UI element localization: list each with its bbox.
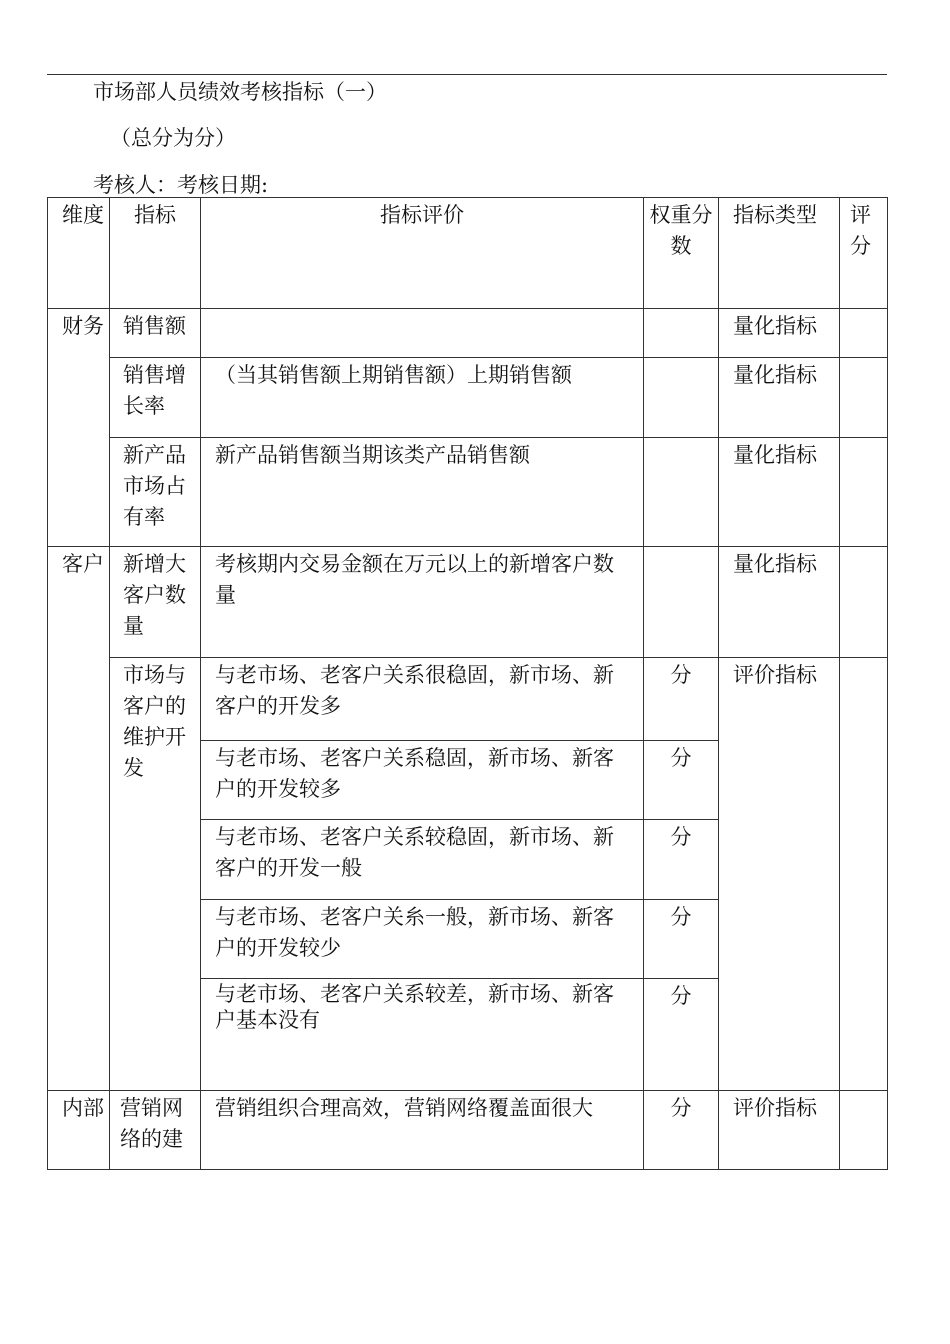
table-row bbox=[48, 438, 888, 547]
doc-subtitle: （总分为分） bbox=[110, 126, 236, 150]
weight-cell: 分 bbox=[644, 820, 719, 900]
type-cell: 量化指标 bbox=[719, 438, 840, 547]
header-dimension: 维度 bbox=[48, 198, 110, 309]
weight-cell bbox=[644, 547, 719, 658]
table-header-row bbox=[48, 198, 888, 309]
dimension-customer: 客户 bbox=[48, 547, 110, 1091]
weight-cell bbox=[644, 438, 719, 547]
header-type: 指标类型 bbox=[719, 198, 840, 309]
evaluation-cell: 与老市场、老客户关系较差，新市场、新客户基本没有 bbox=[201, 979, 644, 1091]
weight-cell: 分 bbox=[644, 900, 719, 979]
type-cell: 量化指标 bbox=[719, 358, 840, 438]
type-cell: 评价指标 bbox=[719, 1091, 840, 1170]
indicator-cell: 新增大客户数量 bbox=[110, 547, 201, 658]
evaluation-cell: 与老市场、老客户关系较稳固，新市场、新客户的开发一般 bbox=[201, 820, 644, 900]
dimension-internal: 内部 bbox=[48, 1091, 110, 1170]
doc-meta-line: 考核人：考核日期: bbox=[93, 173, 269, 197]
type-cell: 评价指标 bbox=[719, 658, 840, 1091]
score-cell[interactable] bbox=[840, 358, 888, 438]
type-cell: 量化指标 bbox=[719, 547, 840, 658]
doc-title: 市场部人员绩效考核指标（一） bbox=[93, 80, 387, 104]
weight-cell bbox=[644, 309, 719, 358]
score-cell[interactable] bbox=[840, 1091, 888, 1170]
indicator-cell: 销售增长率 bbox=[110, 358, 201, 438]
indicator-maintenance: 市场与客户的维护开发 bbox=[110, 658, 201, 1091]
kpi-table bbox=[47, 197, 888, 1170]
header-evaluation: 指标评价 bbox=[201, 198, 644, 309]
evaluation-cell: 与老市场、老客户关糸一般，新市场、新客户的开发较少 bbox=[201, 900, 644, 979]
weight-cell bbox=[644, 358, 719, 438]
evaluation-cell: 考核期内交易金额在万元以上的新增客户数量 bbox=[201, 547, 644, 658]
table-row bbox=[48, 658, 888, 741]
table-row bbox=[48, 358, 888, 438]
evaluation-cell: 新产品销售额当期该类产品销售额 bbox=[201, 438, 644, 547]
header-rule bbox=[47, 74, 887, 75]
indicator-cell: 营销网络的建 bbox=[110, 1091, 201, 1170]
score-cell[interactable] bbox=[840, 438, 888, 547]
weight-cell: 分 bbox=[644, 979, 719, 1091]
indicator-cell: 销售额 bbox=[110, 309, 201, 358]
header-indicator: 指标 bbox=[110, 198, 201, 309]
header-score: 评分 bbox=[840, 198, 888, 309]
evaluation-cell: 营销组织合理高效，营销网络覆盖面很大 bbox=[201, 1091, 644, 1170]
type-cell: 量化指标 bbox=[719, 309, 840, 358]
evaluation-cell bbox=[201, 309, 644, 358]
score-cell[interactable] bbox=[840, 658, 888, 1091]
table-row bbox=[48, 309, 888, 358]
evaluation-cell: 与老市场、老客户关系很稳固，新市场、新客户的开发多 bbox=[201, 658, 644, 741]
weight-cell: 分 bbox=[644, 741, 719, 820]
weight-cell: 分 bbox=[644, 1091, 719, 1170]
evaluation-cell: 与老市场、老客户关系稳固，新市场、新客户的开发较多 bbox=[201, 741, 644, 820]
indicator-cell: 新产品市场占有率 bbox=[110, 438, 201, 547]
header-weight: 权重分数 bbox=[644, 198, 719, 309]
table-row bbox=[48, 547, 888, 658]
evaluation-cell: （当其销售额上期销售额）上期销售额 bbox=[201, 358, 644, 438]
score-cell[interactable] bbox=[840, 547, 888, 658]
table-row bbox=[48, 1091, 888, 1170]
weight-cell: 分 bbox=[644, 658, 719, 741]
score-cell[interactable] bbox=[840, 309, 888, 358]
dimension-finance: 财务 bbox=[48, 309, 110, 547]
